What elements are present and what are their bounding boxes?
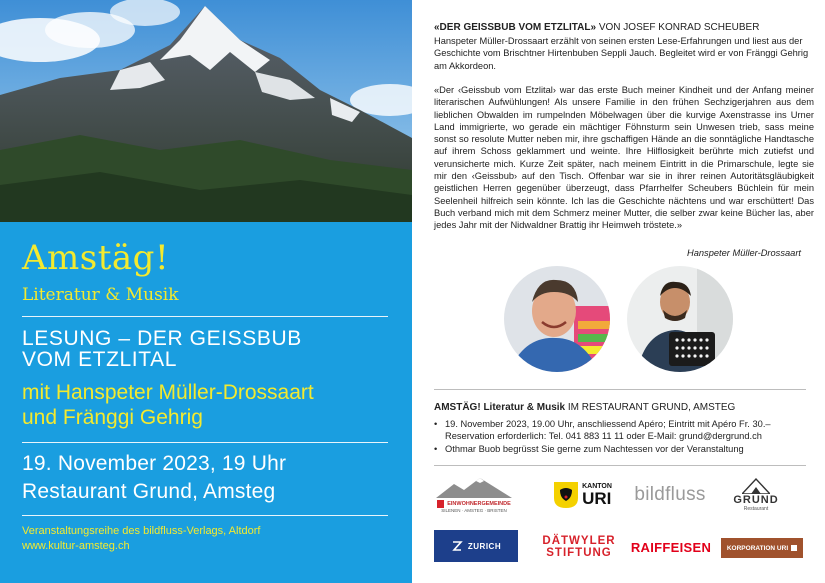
event-title-line: VOM ETZLITAL — [22, 348, 177, 371]
sponsor-label: STIFTUNG — [546, 547, 612, 559]
sponsor-label: GRUND — [733, 494, 779, 506]
grund-mountain-icon — [742, 478, 770, 494]
venue-location: IM RESTAURANT GRUND, AMSTEG — [565, 402, 736, 413]
mountain-logo-icon — [436, 478, 512, 498]
sponsor-sublabel: Restaurant — [743, 506, 769, 512]
coat-of-arms-icon — [437, 500, 444, 508]
sponsor-label: ZURICH — [467, 541, 502, 551]
divider — [22, 515, 388, 516]
series-subtitle: Literatur & Musik — [22, 285, 179, 305]
event-title-line: LESUNG – DER GEISSBUB — [22, 327, 302, 350]
sponsor-label: DÄTWYLER — [542, 534, 616, 547]
sponsor-einwohnergemeinde — [432, 473, 516, 517]
event-venue: Restaurant Grund, Amsteg — [22, 480, 276, 503]
divider — [22, 316, 388, 317]
mountain-photo — [0, 0, 412, 222]
sponsor-kanton-uri — [546, 478, 620, 512]
korporation-square-icon — [791, 545, 797, 551]
book-author: VON JOSEF KONRAD SCHEUBER — [596, 22, 760, 33]
sponsor-label: RAIFFEISEN — [630, 539, 712, 555]
event-poster-panel — [0, 0, 412, 583]
series-publisher: Veranstaltungsreihe des bildfluss-Verlags, Altdorf — [22, 525, 261, 537]
quote-author: Hanspeter Müller-Drossaart — [686, 248, 801, 258]
divider — [434, 389, 806, 390]
uri-bull-icon — [554, 482, 578, 508]
performers-line: und Fränggi Gehrig — [22, 406, 203, 429]
event-info-list — [434, 418, 814, 455]
list-item: • 19. November 2023, 19.00 Uhr, anschliessend Apéro; Eintritt mit Apéro Fr. 30.– Reservation erforderlich: Tel. 041 883 11 11 oder E-Mail: grund@dergrund.ch — [434, 418, 814, 443]
divider — [22, 442, 388, 443]
book-heading — [434, 22, 819, 34]
sponsor-datwyler — [536, 531, 622, 563]
sponsor-zurich — [434, 530, 518, 562]
event-title — [22, 328, 402, 370]
sponsor-label: bildfluss — [634, 484, 706, 505]
book-title: «DER GEISSBUB VOM ETZLITAL» — [434, 22, 597, 33]
event-description-panel — [412, 0, 825, 583]
portrait-franggi — [627, 266, 733, 372]
series-title: Amstäg! — [22, 238, 170, 278]
venue-heading — [434, 402, 735, 413]
portrait-hanspeter — [504, 266, 610, 372]
intro-text: Hanspeter Müller-Drossaart erzählt von seinen ersten Lese-Erfahrungen und liest aus der Geschichte vom Brischtner Hirtenbuben Seppli Jauch. Begleitet wird er von Fränggi Gehrig am Akkordeon. — [434, 36, 809, 71]
sponsor-sublabel: SILENEN · AMSTEG · BRISTEN — [441, 507, 507, 513]
venue-series: AMSTÄG! Literatur & Musik — [434, 402, 566, 413]
list-item: • Othmar Buob begrüsst Sie gerne zum Nachtessen vor der Veranstaltung — [434, 443, 814, 455]
event-performers — [22, 380, 402, 430]
sponsor-label: KORPORATION URI — [726, 544, 789, 552]
zurich-z-icon — [451, 540, 463, 552]
divider — [434, 465, 806, 466]
event-date: 19. November 2023, 19 Uhr — [22, 452, 287, 475]
sponsor-bildfluss — [622, 478, 718, 512]
sponsor-label: EINWOHNERGEMEINDE — [447, 500, 511, 507]
website-link[interactable]: www.kultur-amsteg.ch — [22, 540, 130, 552]
performers-line: mit Hanspeter Müller-Drossaart — [22, 381, 314, 404]
quote-text: «Der ‹Geissbub vom Etzlital› war das erste Buch meiner Kindheit und der Anfang meiner literarischen Aufwühlungen! Als unsere Familie in den frühen Sechzigerjahren aus dem lieblichen Obwalden im rumpelnden Möbelwagen über die kurvige Axenstrasse ins Urner Land immigrierte, wo gerade ein mächtiger Föhnsturm sein Unwesen trieb, sass meine sonst so resolute Mutter neben mir, ihre gschaffigen Hände an die sonntägliche Handtasche auf ihrem Schoss geklammert und weinte. Ihre Hilflosigkeit berührte mich zutiefst und verunsicherte mich. Kurze Zeit später, nach meinem Eintritt in die Primarschule, legte sie mir den ‹Geissbub› auf den Tisch. Offenbar war sie in ihrer reinen Autoritätsgläubigkeit geistlichen Herren gegenüber überzeugt, dass Pfarrhelfer Scheubers Büchlein für mein Seelenheil hilfreich sein könnte. Ich las die Geschichte nächtens und war erschüttert! Das Buch verband mich mit dem Schmerz meiner Mutter, die selber zwar keine Bücher las, aber jedes Jahr mit der Nidwaldner Brattig ihr Heimweh tröstete.» — [434, 85, 814, 231]
sponsor-label: URI — [582, 489, 612, 508]
sponsor-korporation-uri — [721, 538, 803, 558]
sponsor-grund — [728, 472, 784, 518]
sponsor-raiffeisen — [624, 536, 718, 558]
sponsor-label: KANTON — [582, 483, 612, 490]
